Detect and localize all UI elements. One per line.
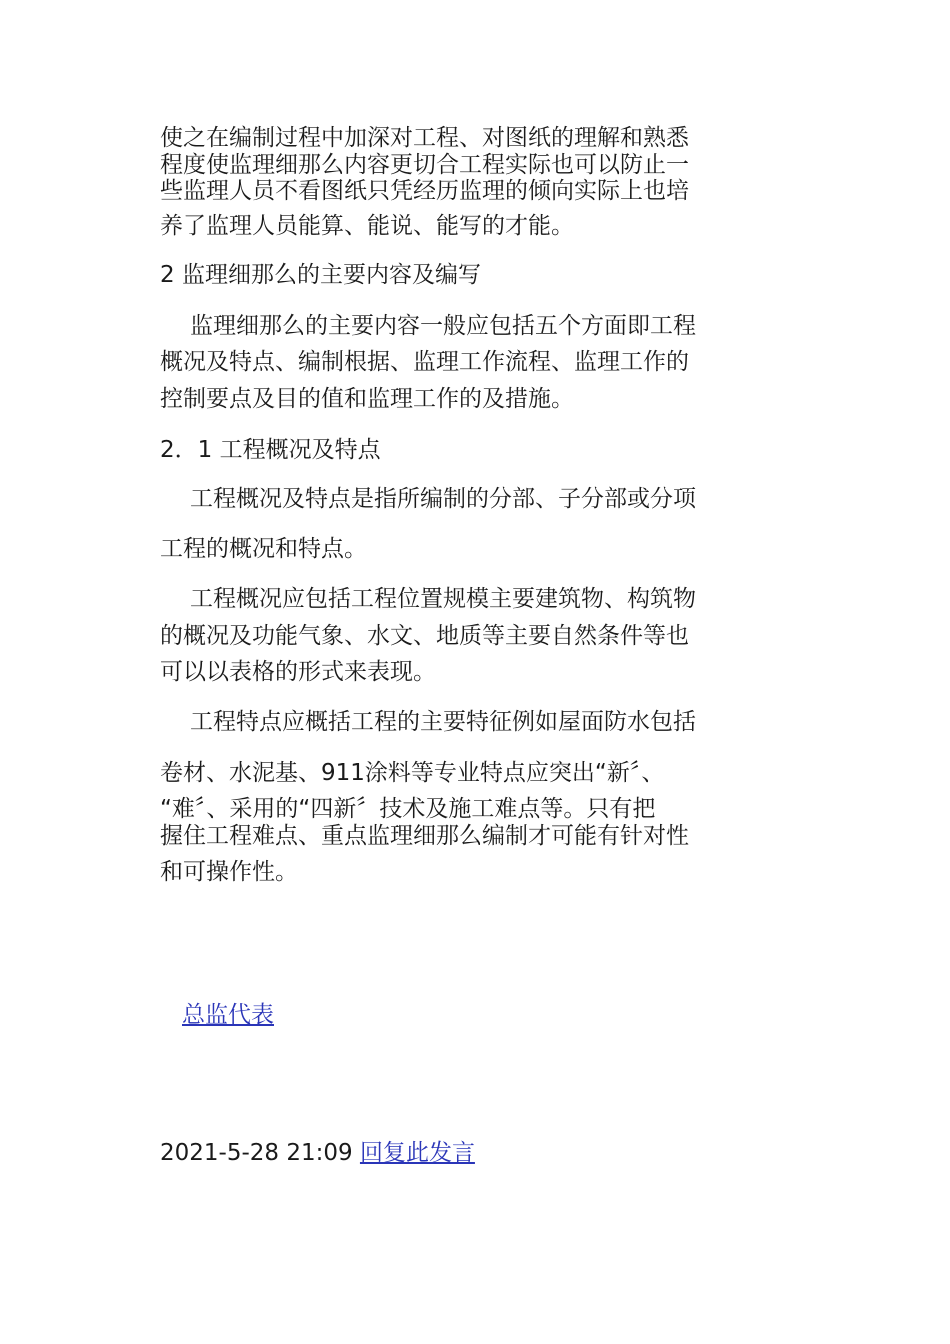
paragraph-5-line-3: “难〞、采用的“四新〞技术及施工难点等。只有把 [160, 796, 656, 822]
paragraph-5-line-4: 握住工程难点、重点监理细那么编制才可能有针对性 [160, 823, 689, 849]
paragraph-4-line-3: 可以以表格的形式来表现。 [160, 659, 436, 685]
section-heading-2: 2 监理细那么的主要内容及编写 [160, 262, 481, 288]
paragraph-4-line-1: 工程概况应包括工程位置规模主要建筑物、构筑物 [190, 586, 696, 612]
paragraph-1-line-3: 些监理人员不看图纸只凭经历监理的倾向实际上也培 [160, 178, 689, 204]
paragraph-2-line-3: 控制要点及目的值和监理工作的及措施。 [160, 386, 574, 412]
reply-link[interactable]: 回复此发言 [359, 1140, 475, 1166]
paragraph-2-line-2: 概况及特点、编制根据、监理工作流程、监理工作的 [160, 349, 689, 375]
post-timestamp: 2021-5-28 21:09 [160, 1140, 353, 1166]
paragraph-4-line-2: 的概况及功能气象、水文、地质等主要自然条件等也 [160, 623, 689, 649]
paragraph-5-line-2: 卷材、水泥基、911涂料等专业特点应突出“新〞、 [160, 760, 665, 786]
post-footer [160, 1138, 475, 1168]
paragraph-1-line-4: 养了监理人员能算、能说、能写的才能。 [160, 213, 574, 239]
paragraph-1-line-2: 程度使监理细那么内容更切合工程实际也可以防止一 [160, 152, 689, 178]
paragraph-2-line-1: 监理细那么的主要内容一般应包括五个方面即工程 [190, 313, 696, 339]
section-heading-2-1: 2．1 工程概况及特点 [160, 437, 381, 463]
paragraph-3-line-2: 工程的概况和特点。 [160, 536, 367, 562]
paragraph-5-line-5: 和可操作性。 [160, 859, 298, 885]
paragraph-1-line-1: 使之在编制过程中加深对工程、对图纸的理解和熟悉 [160, 125, 689, 151]
author-link[interactable]: 总监代表 [182, 1002, 274, 1028]
paragraph-3-line-1: 工程概况及特点是指所编制的分部、子分部或分项 [190, 486, 696, 512]
paragraph-5-line-1: 工程特点应概括工程的主要特征例如屋面防水包括 [190, 709, 696, 735]
